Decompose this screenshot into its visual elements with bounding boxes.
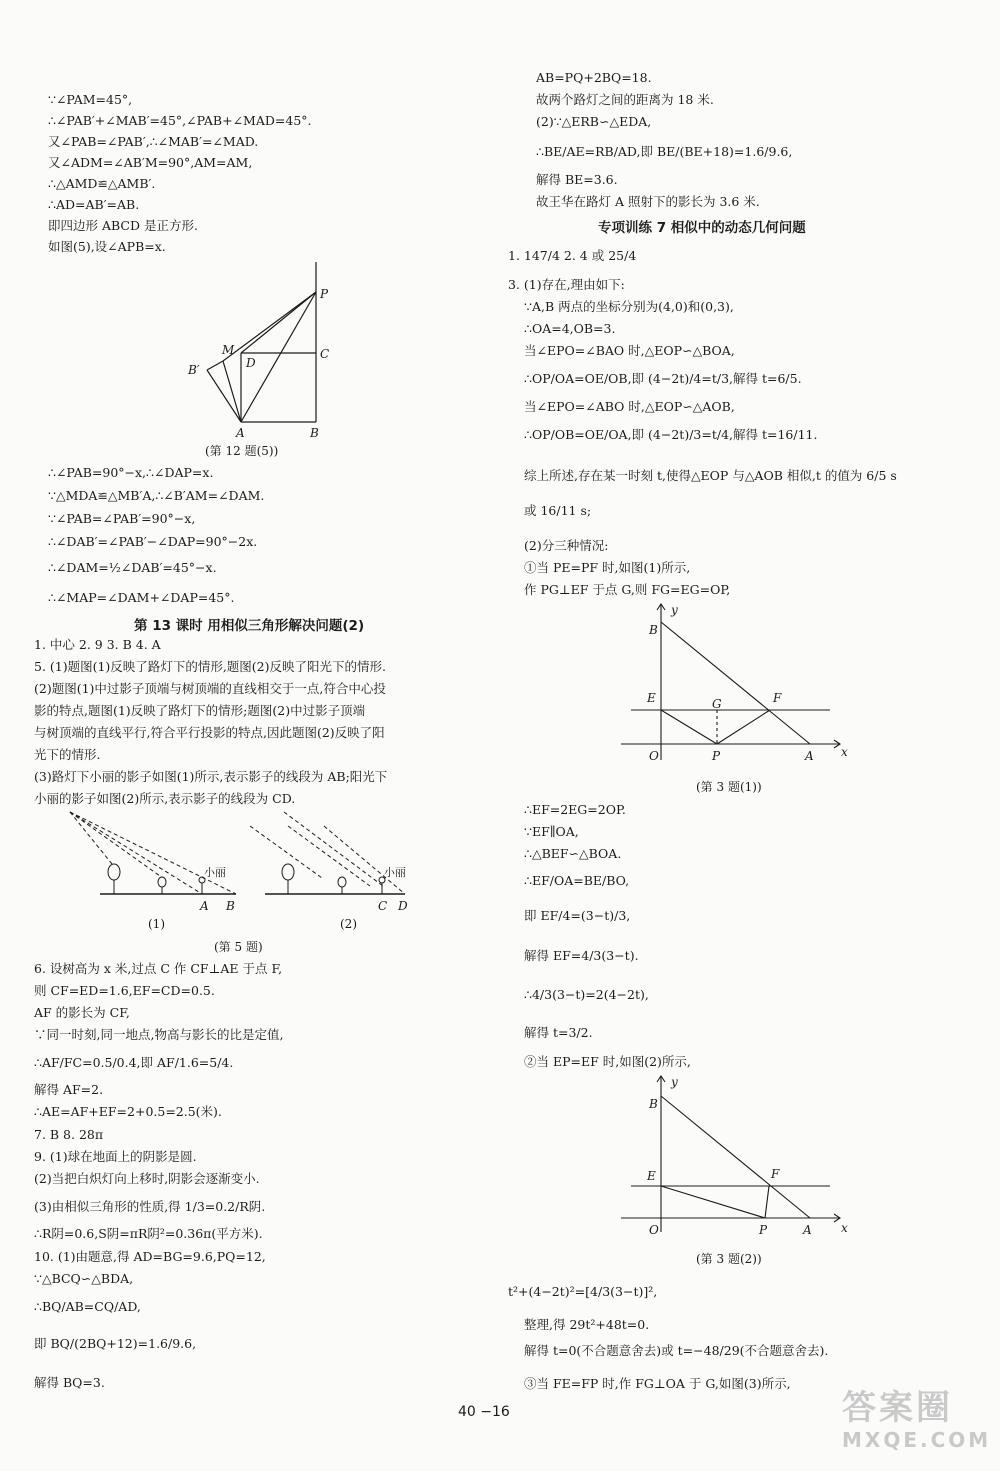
figure-12-5 xyxy=(180,258,340,463)
text-line: 光下的情形. xyxy=(34,747,101,762)
text-line: ∵同一时刻,同一地点,物高与影长的比是定值, xyxy=(34,1027,284,1042)
text-line: 当∠EPO=∠BAO 时,△EOP∽△BOA, xyxy=(524,343,735,358)
text-line: ∵A,B 两点的坐标分别为(4,0)和(0,3), xyxy=(524,299,734,314)
figure-5-svg xyxy=(60,806,420,936)
text-line: 综上所述,存在某一时刻 t,使得△EOP 与△AOB 相似,t 的值为 6/5 s xyxy=(524,468,897,483)
text-line: ①当 PE=PF 时,如图(1)所示, xyxy=(524,560,691,575)
text-line: 9. (1)球在地面上的阴影是圆. xyxy=(34,1149,197,1164)
text-line: 整理,得 29t²+48t=0. xyxy=(524,1317,650,1332)
text-line: 与树顶端的直线平行,符合平行投影的特点,因此题图(2)反映了阳 xyxy=(34,725,385,740)
fig3b-label-E: E xyxy=(647,1169,656,1183)
fig12-label-D: D xyxy=(246,356,256,370)
text-line: ∴OP/OB=OE/OA,即 (4−2t)/3=t/4,解得 t=16/11. xyxy=(524,427,818,442)
text-line: ∴EF/OA=BE/BO, xyxy=(524,873,630,888)
figure-3-1-svg xyxy=(615,600,855,775)
fig3a-label-x: x xyxy=(841,745,848,759)
text-line: ∵△MDA≌△MB′A,∴∠B′AM=∠DAM. xyxy=(48,488,265,503)
fig3b-label-F: F xyxy=(771,1167,780,1181)
text-line: ∴OP/OA=OE/OB,即 (4−2t)/4=t/3,解得 t=6/5. xyxy=(524,371,802,386)
fig3a-label-F: F xyxy=(773,691,782,705)
section-heading-7: 专项训练 7 相似中的动态几何问题 xyxy=(598,220,806,236)
figure-12-5-caption: (第 12 题(5)) xyxy=(205,444,279,458)
text-line: 故王华在路灯 A 照射下的影长为 3.6 米. xyxy=(536,194,760,209)
figure-3-1 xyxy=(615,600,855,775)
text-line: 即 EF/4=(3−t)/3, xyxy=(524,908,631,923)
text-line: ∴△BEF∽△BOA. xyxy=(524,846,622,861)
text-line: 1. 中心 2. 9 3. B 4. A xyxy=(34,637,161,652)
text-line: 3. (1)存在,理由如下: xyxy=(508,277,625,292)
fig3b-label-x: x xyxy=(841,1221,848,1235)
fig3b-label-y: y xyxy=(671,1075,678,1089)
text-line: 10. (1)由题意,得 AD=BG=9.6,PQ=12, xyxy=(34,1249,266,1264)
fig12-label-C: C xyxy=(320,347,330,361)
fig5-person-label-1: 小丽 xyxy=(204,866,226,879)
fig5-label-B: B xyxy=(226,899,235,913)
text-line: (2)∵△ERB∽△EDA, xyxy=(536,114,652,129)
text-line: 作 PG⊥EF 于点 G,则 FG=EG=OP, xyxy=(524,582,731,597)
fig3a-label-P: P xyxy=(712,749,721,763)
text-line: AF 的影长为 CF, xyxy=(34,1005,130,1020)
fig5-sub-1: (1) xyxy=(148,917,165,931)
fig3a-label-G: G xyxy=(712,697,722,711)
text-line: 5. (1)题图(1)反映了路灯下的情形,题图(2)反映了阳光下的情形. xyxy=(34,659,386,674)
text-line: (2)当把白炽灯向上移时,阴影会逐渐变小. xyxy=(34,1171,260,1186)
fig3b-label-A: A xyxy=(803,1223,812,1237)
fig5-sub-2: (2) xyxy=(340,917,357,931)
text-line: 解得 t=0(不合题意舍去)或 t=−48/29(不合题意舍去). xyxy=(524,1343,829,1358)
text-line: ∵△BCQ∽△BDA, xyxy=(34,1271,134,1286)
fig3b-label-B: B xyxy=(649,1097,658,1111)
fig5-label-A: A xyxy=(200,899,209,913)
text-line: ∴BQ/AB=CQ/AD, xyxy=(34,1299,141,1314)
fig3a-label-y: y xyxy=(671,603,678,617)
figure-12-5-svg xyxy=(180,258,340,463)
right-column xyxy=(500,0,1000,1471)
text-line: ∴EF=2EG=2OP. xyxy=(524,802,626,817)
text-line: 即四边形 ABCD 是正方形. xyxy=(48,218,198,233)
text-line: 又∠ADM=∠AB′M=90°,AM=AM, xyxy=(48,155,253,170)
fig3b-label-P: P xyxy=(759,1223,768,1237)
fig3a-label-A: A xyxy=(805,749,814,763)
text-line: 解得 EF=4/3(3−t). xyxy=(524,948,639,963)
text-line: 小丽的影子如图(2)所示,表示影子的线段为 CD. xyxy=(34,791,296,806)
fig3a-label-E: E xyxy=(647,691,656,705)
figure-3-2 xyxy=(615,1072,855,1247)
figure-3-2-caption: (第 3 题(2)) xyxy=(696,1252,762,1266)
fig12-label-B: B xyxy=(310,426,319,440)
text-line: AB=PQ+2BQ=18. xyxy=(536,70,652,85)
watermark-logo: 答案圈 xyxy=(842,1388,953,1428)
text-line: ∴∠DAM=½∠DAB′=45°−x. xyxy=(48,560,217,575)
text-line: 或 16/11 s; xyxy=(524,503,592,518)
text-line: 又∠PAB=∠PAB′,∴∠MAB′=∠MAD. xyxy=(48,134,259,149)
fig5-label-C: C xyxy=(378,899,388,913)
text-line: ∴∠DAB′=∠PAB′−∠DAP=90°−2x. xyxy=(48,534,258,549)
fig3a-label-B: B xyxy=(649,623,658,637)
text-line: ②当 EP=EF 时,如图(2)所示, xyxy=(524,1054,691,1069)
fig5-label-D: D xyxy=(398,899,408,913)
section-heading-13: 第 13 课时 用相似三角形解决问题(2) xyxy=(134,618,365,634)
text-line: 解得 AF=2. xyxy=(34,1082,104,1097)
text-line: ∴OA=4,OB=3. xyxy=(524,321,616,336)
figure-5 xyxy=(60,806,420,936)
text-line: 6. 设树高为 x 米,过点 C 作 CF⊥AE 于点 F, xyxy=(34,961,283,976)
text-line: ∴4/3(3−t)=2(4−2t), xyxy=(524,987,649,1002)
text-line: ∴△AMD≌△AMB′. xyxy=(48,176,156,191)
text-line: 当∠EPO=∠ABO 时,△EOP∽△AOB, xyxy=(524,399,735,414)
fig5-person-label-2: 小丽 xyxy=(384,866,406,879)
page-number: 40 −16 xyxy=(458,1404,510,1420)
text-line: (3)由相似三角形的性质,得 1/3=0.2/R阴. xyxy=(34,1199,266,1214)
text-line: ∴∠MAP=∠DAM+∠DAP=45°. xyxy=(48,590,235,605)
fig3a-label-O: O xyxy=(649,749,659,763)
text-line: 故两个路灯之间的距离为 18 米. xyxy=(536,92,714,107)
text-line: (3)路灯下小丽的影子如图(1)所示,表示影子的线段为 AB;阳光下 xyxy=(34,769,388,784)
fig3b-label-O: O xyxy=(649,1223,659,1237)
figure-3-1-caption: (第 3 题(1)) xyxy=(696,780,762,794)
text-line: 7. B 8. 28π xyxy=(34,1127,104,1142)
text-line: 解得 t=3/2. xyxy=(524,1025,593,1040)
text-line: 则 CF=ED=1.6,EF=CD=0.5. xyxy=(34,983,215,998)
text-line: 如图(5),设∠APB=x. xyxy=(48,239,166,254)
text-line: (2)题图(1)中过影子顶端与树顶端的直线相交于一点,符合中心投 xyxy=(34,681,386,696)
text-line: ∴∠PAB=90°−x,∴∠DAP=x. xyxy=(48,465,214,480)
text-line: t²+(4−2t)²=[4/3(3−t)]², xyxy=(508,1284,658,1299)
text-line: ∴AF/FC=0.5/0.4,即 AF/1.6=5/4. xyxy=(34,1055,234,1070)
text-line: ∵∠PAM=45°, xyxy=(48,92,133,107)
text-line: ∴BE/AE=RB/AD,即 BE/(BE+18)=1.6/9.6, xyxy=(536,144,793,159)
text-line: ∴AE=AF+EF=2+0.5=2.5(米). xyxy=(34,1104,222,1119)
text-line: ③当 FE=FP 时,作 FG⊥OA 于 G,如图(3)所示, xyxy=(524,1376,791,1391)
watermark-url: MXQE.COM xyxy=(842,1428,992,1452)
fig12-label-Bprime: B′ xyxy=(188,363,200,377)
figure-3-2-svg xyxy=(615,1072,855,1247)
text-line: 1. 147/4 2. 4 或 25/4 xyxy=(508,248,637,263)
text-line: 解得 BE=3.6. xyxy=(536,172,618,187)
text-line: ∴AD=AB′=AB. xyxy=(48,197,140,212)
text-line: 解得 BQ=3. xyxy=(34,1375,105,1390)
text-line: (2)分三种情况: xyxy=(524,538,609,553)
fig12-label-P: P xyxy=(320,287,329,301)
figure-5-caption: (第 5 题) xyxy=(214,940,263,954)
text-line: ∵EF∥OA, xyxy=(524,824,579,839)
text-line: ∵∠PAB=∠PAB′=90°−x, xyxy=(48,511,196,526)
fig12-label-M: M xyxy=(222,343,235,357)
text-line: 影的特点,题图(1)反映了路灯下的情形;题图(2)中过影子顶端 xyxy=(34,703,366,718)
text-line: ∴R阴=0.6,S阴=πR阴²=0.36π(平方米). xyxy=(34,1226,263,1241)
text-line: 即 BQ/(2BQ+12)=1.6/9.6, xyxy=(34,1336,197,1351)
text-line: ∴∠PAB′+∠MAB′=45°,∠PAB+∠MAD=45°. xyxy=(48,113,312,128)
fig12-label-A: A xyxy=(236,426,245,440)
